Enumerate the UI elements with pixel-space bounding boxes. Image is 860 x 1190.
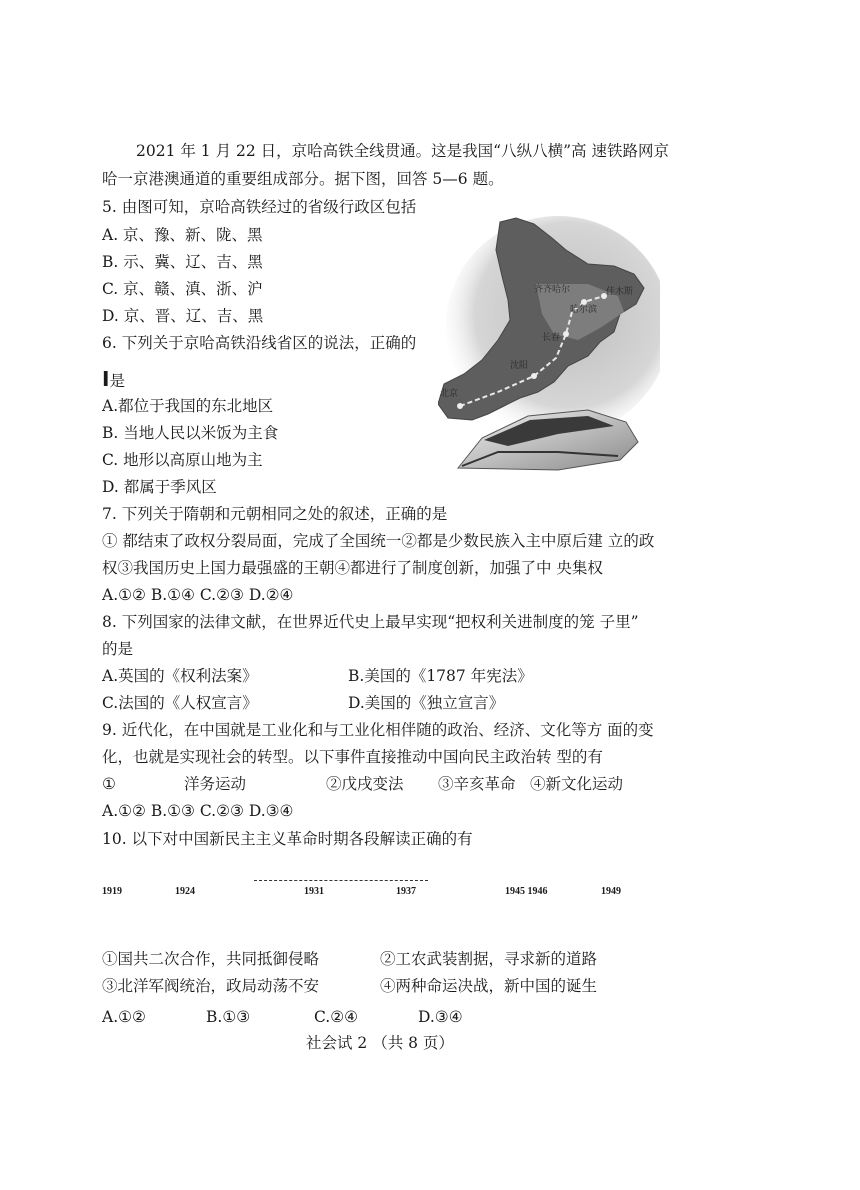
q10-answer-b: B.①③ xyxy=(206,1008,251,1026)
q8-option-a: A.英国的《权利法案》 xyxy=(102,667,258,685)
q8-option-b: B.美国的《1787 年宪法》 xyxy=(348,667,533,685)
timeline-tick-1924: 1924 xyxy=(175,886,195,897)
map-label-jiamusi: 佳木斯 xyxy=(606,287,634,297)
q5-option-a: A. 京、豫、新、陇、黑 xyxy=(102,226,263,244)
map-label-beijing: 北京 xyxy=(440,389,459,399)
q7-answers: A.①② B.①④ C.②③ D.②④ xyxy=(102,586,294,604)
q9-item-marker: ① xyxy=(102,775,116,793)
q9-item-2: ②戊戌变法 xyxy=(326,775,404,793)
station-dot xyxy=(457,403,463,409)
map-label-shenyang: 沈阳 xyxy=(510,361,529,371)
q8-option-c: C.法国的《人权宣言》 xyxy=(102,694,258,712)
railway-map xyxy=(438,216,660,474)
q6-option-b: B. 当地人民以米饭为主食 xyxy=(102,424,279,442)
q9-stem-2: 化，也就是实现社会的转型。以下事件直接推动中国向民主政治转 型的有 xyxy=(102,748,603,766)
timeline-tick-1931: 1931 xyxy=(304,886,324,897)
q9-item-3: ③辛亥革命 xyxy=(438,775,516,793)
timeline-tick-1949: 1949 xyxy=(601,886,621,897)
map-label-changchun: 长春 xyxy=(542,333,561,343)
q8-stem-2: 的是 xyxy=(102,640,134,658)
q6-stem-cont xyxy=(102,368,125,392)
map-label-harbin: 哈尔滨 xyxy=(570,305,598,315)
q10-item-1: ①国共二次合作，共同抵御侵略 xyxy=(102,950,320,968)
q5-option-c: C. 京、赣、滇、浙、沪 xyxy=(102,280,263,298)
q5-option-d: D. 京、晋、辽、吉、黑 xyxy=(102,307,264,325)
q10-item-4: ④两种命运决战，新中国的诞生 xyxy=(380,977,598,995)
q9-stem: 9. 近代化，在中国就是工业化和与工业化相伴随的政治、经济、文化等方 面的变 xyxy=(102,721,654,739)
station-dot xyxy=(563,331,569,337)
q5-option-b: B. 示、冀、辽、吉、黑 xyxy=(102,253,263,271)
q7-stem: 7. 下列关于隋朝和元朝相同之处的叙述，正确的是 xyxy=(102,505,448,523)
q10-stem: 10. 以下对中国新民主主义革命时期各段解读正确的有 xyxy=(102,830,473,848)
timeline-tick-1937: 1937 xyxy=(396,886,416,897)
timeline-line xyxy=(254,880,428,881)
q6-option-c: C. 地形以高原山地为主 xyxy=(102,451,263,469)
q10-answer-c: C.②④ xyxy=(314,1008,359,1026)
q6-option-a: A.都位于我国的东北地区 xyxy=(102,397,274,415)
intro-line-2: 哈一京港澳通道的重要组成部分。据下图，回答 5—6 题。 xyxy=(102,170,504,188)
q10-item-2: ②工农武装割据，寻求新的道路 xyxy=(380,950,598,968)
q8-stem: 8. 下列国家的法律文献，在世界近代史上最早实现“把权利关进制度的笼 子里” xyxy=(102,613,639,631)
q6-stem-cont-text: 是 xyxy=(109,372,125,390)
q10-answer-d: D.③④ xyxy=(418,1008,463,1026)
station-dot xyxy=(531,373,537,379)
q7-line-2: 权③我国历史上国力最强盛的王朝④都进行了制度创新，加强了中 央集权 xyxy=(102,559,603,577)
q6-mark: I xyxy=(102,367,110,391)
q7-line-1: ① 都结束了政权分裂局面，完成了全国统一②都是少数民族入主中原后建 立的政 xyxy=(102,532,655,550)
timeline-tick-1945-1946: 1945 1946 xyxy=(505,886,548,897)
timeline-tick-1919: 1919 xyxy=(102,886,122,897)
q9-item-1: 洋务运动 xyxy=(184,775,247,793)
q9-answers: A.①② B.①③ C.②③ D.③④ xyxy=(102,802,294,820)
q6-option-d: D. 都属于季风区 xyxy=(102,478,217,496)
q9-item-4: ④新文化运动 xyxy=(530,775,624,793)
q10-answer-a: A.①② xyxy=(102,1008,146,1026)
intro-line-1: 2021 年 1 月 22 日，京哈高铁全线贯通。这是我国“八纵八横”高 速铁路网京 xyxy=(136,142,669,160)
q5-stem: 5. 由图可知，京哈高铁经过的省级行政区包括 xyxy=(102,198,417,216)
map-label-qiqihar: 齐齐哈尔 xyxy=(534,285,571,295)
page-footer: 社会试 2 （共 8 页） xyxy=(306,1034,454,1052)
q8-option-d: D.美国的《独立宣言》 xyxy=(348,694,505,712)
q10-item-3: ③北洋军阀统治，政局动荡不安 xyxy=(102,977,320,995)
q6-stem: 6. 下列关于京哈高铁沿线省区的说法，正确的 xyxy=(102,334,417,352)
